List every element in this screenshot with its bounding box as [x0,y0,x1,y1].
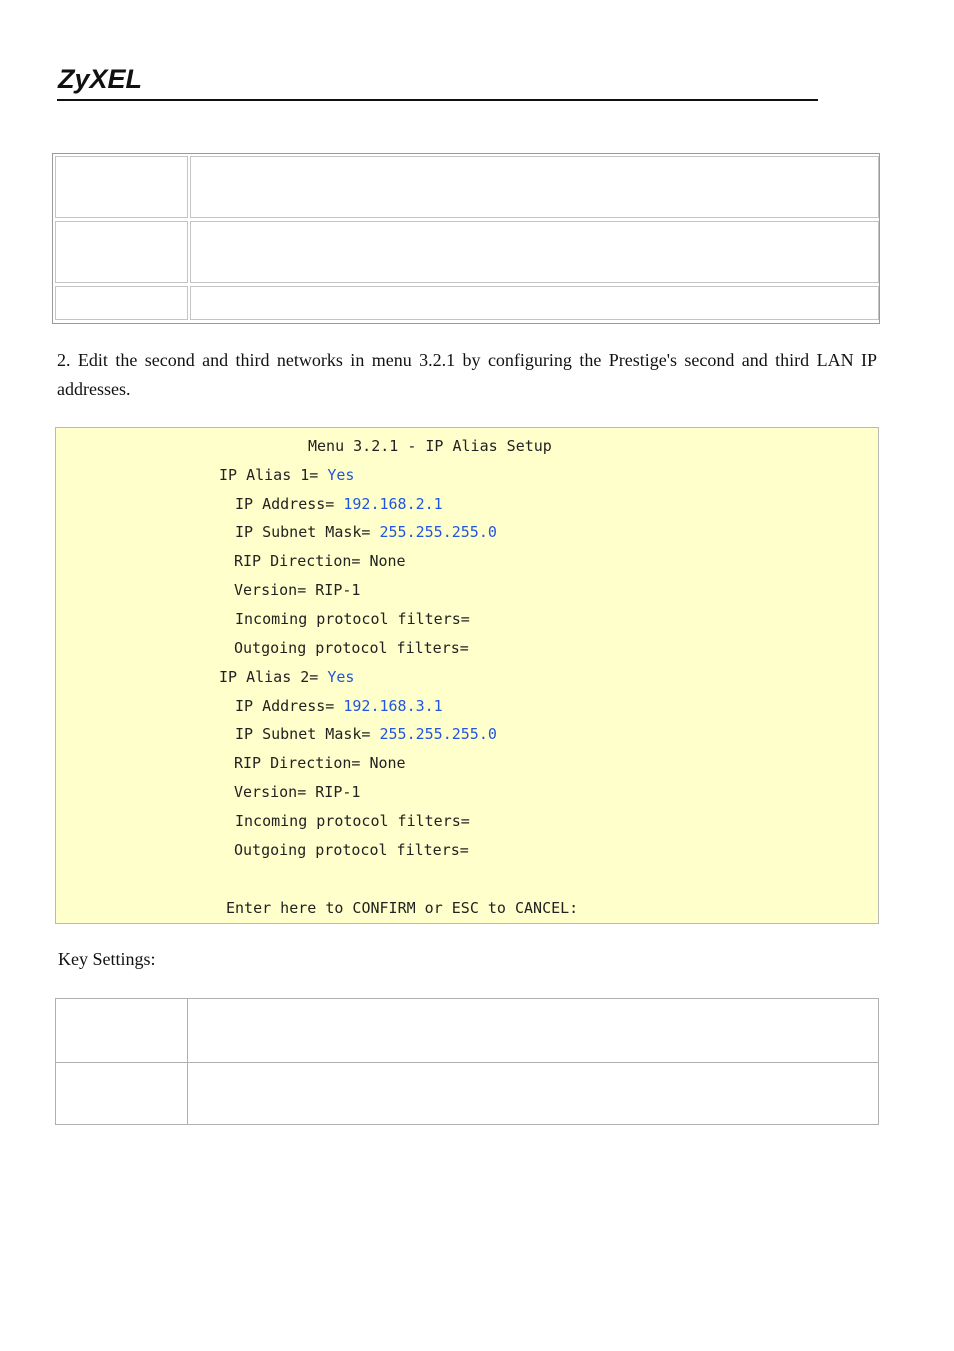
rip-direction-1: RIP Direction= None [234,552,406,570]
top-settings-table [52,153,880,324]
ip-address-2-value[interactable]: 192.168.3.1 [343,697,443,715]
subnet-mask-2-value[interactable]: 255.255.255.0 [379,725,497,743]
incoming-filters-2: Incoming protocol filters= [235,812,470,830]
table-cell [190,221,879,283]
subnet-mask-1-line: IP Subnet Mask= 255.255.255.0 [235,523,497,541]
version-1: Version= RIP-1 [234,581,361,599]
incoming-filters-1: Incoming protocol filters= [235,610,470,628]
rip-direction-2: RIP Direction= None [234,754,406,772]
header-rule [57,99,818,101]
ip-alias-2-value[interactable]: Yes [327,668,355,686]
key-settings-table [55,998,879,1125]
ip-alias-2-line: IP Alias 2= Yes [219,668,355,686]
outgoing-filters-2: Outgoing protocol filters= [234,841,469,859]
table-row-divider [56,1062,878,1063]
outgoing-filters-1: Outgoing protocol filters= [234,639,469,657]
table-cell [55,286,188,320]
subnet-mask-1-value[interactable]: 255.255.255.0 [379,523,497,541]
key-settings-label: Key Settings: [58,949,156,969]
table-cell [190,286,879,320]
menu-title: Menu 3.2.1 - IP Alias Setup [308,437,552,455]
confirm-prompt: Enter here to CONFIRM or ESC to CANCEL: [226,899,579,917]
terminal-screen [55,427,879,924]
ip-address-2-line: IP Address= 192.168.3.1 [235,697,443,715]
subnet-mask-2-line: IP Subnet Mask= 255.255.255.0 [235,725,497,743]
table-cell [55,221,188,283]
intro-paragraph: 2. Edit the second and third networks in menu 3.2.1 by configuring the Prestige's second and third LAN IP addresses. [57,350,877,399]
ip-alias-1-value[interactable]: Yes [327,466,355,484]
ip-address-1-value[interactable]: 192.168.2.1 [343,495,443,513]
table-cell [55,156,188,218]
zyxel-logo: ZyXEL [58,64,143,94]
ip-alias-1-line: IP Alias 1= Yes [219,466,355,484]
version-2: Version= RIP-1 [234,783,361,801]
ip-address-1-line: IP Address= 192.168.2.1 [235,495,443,513]
table-cell [190,156,879,218]
